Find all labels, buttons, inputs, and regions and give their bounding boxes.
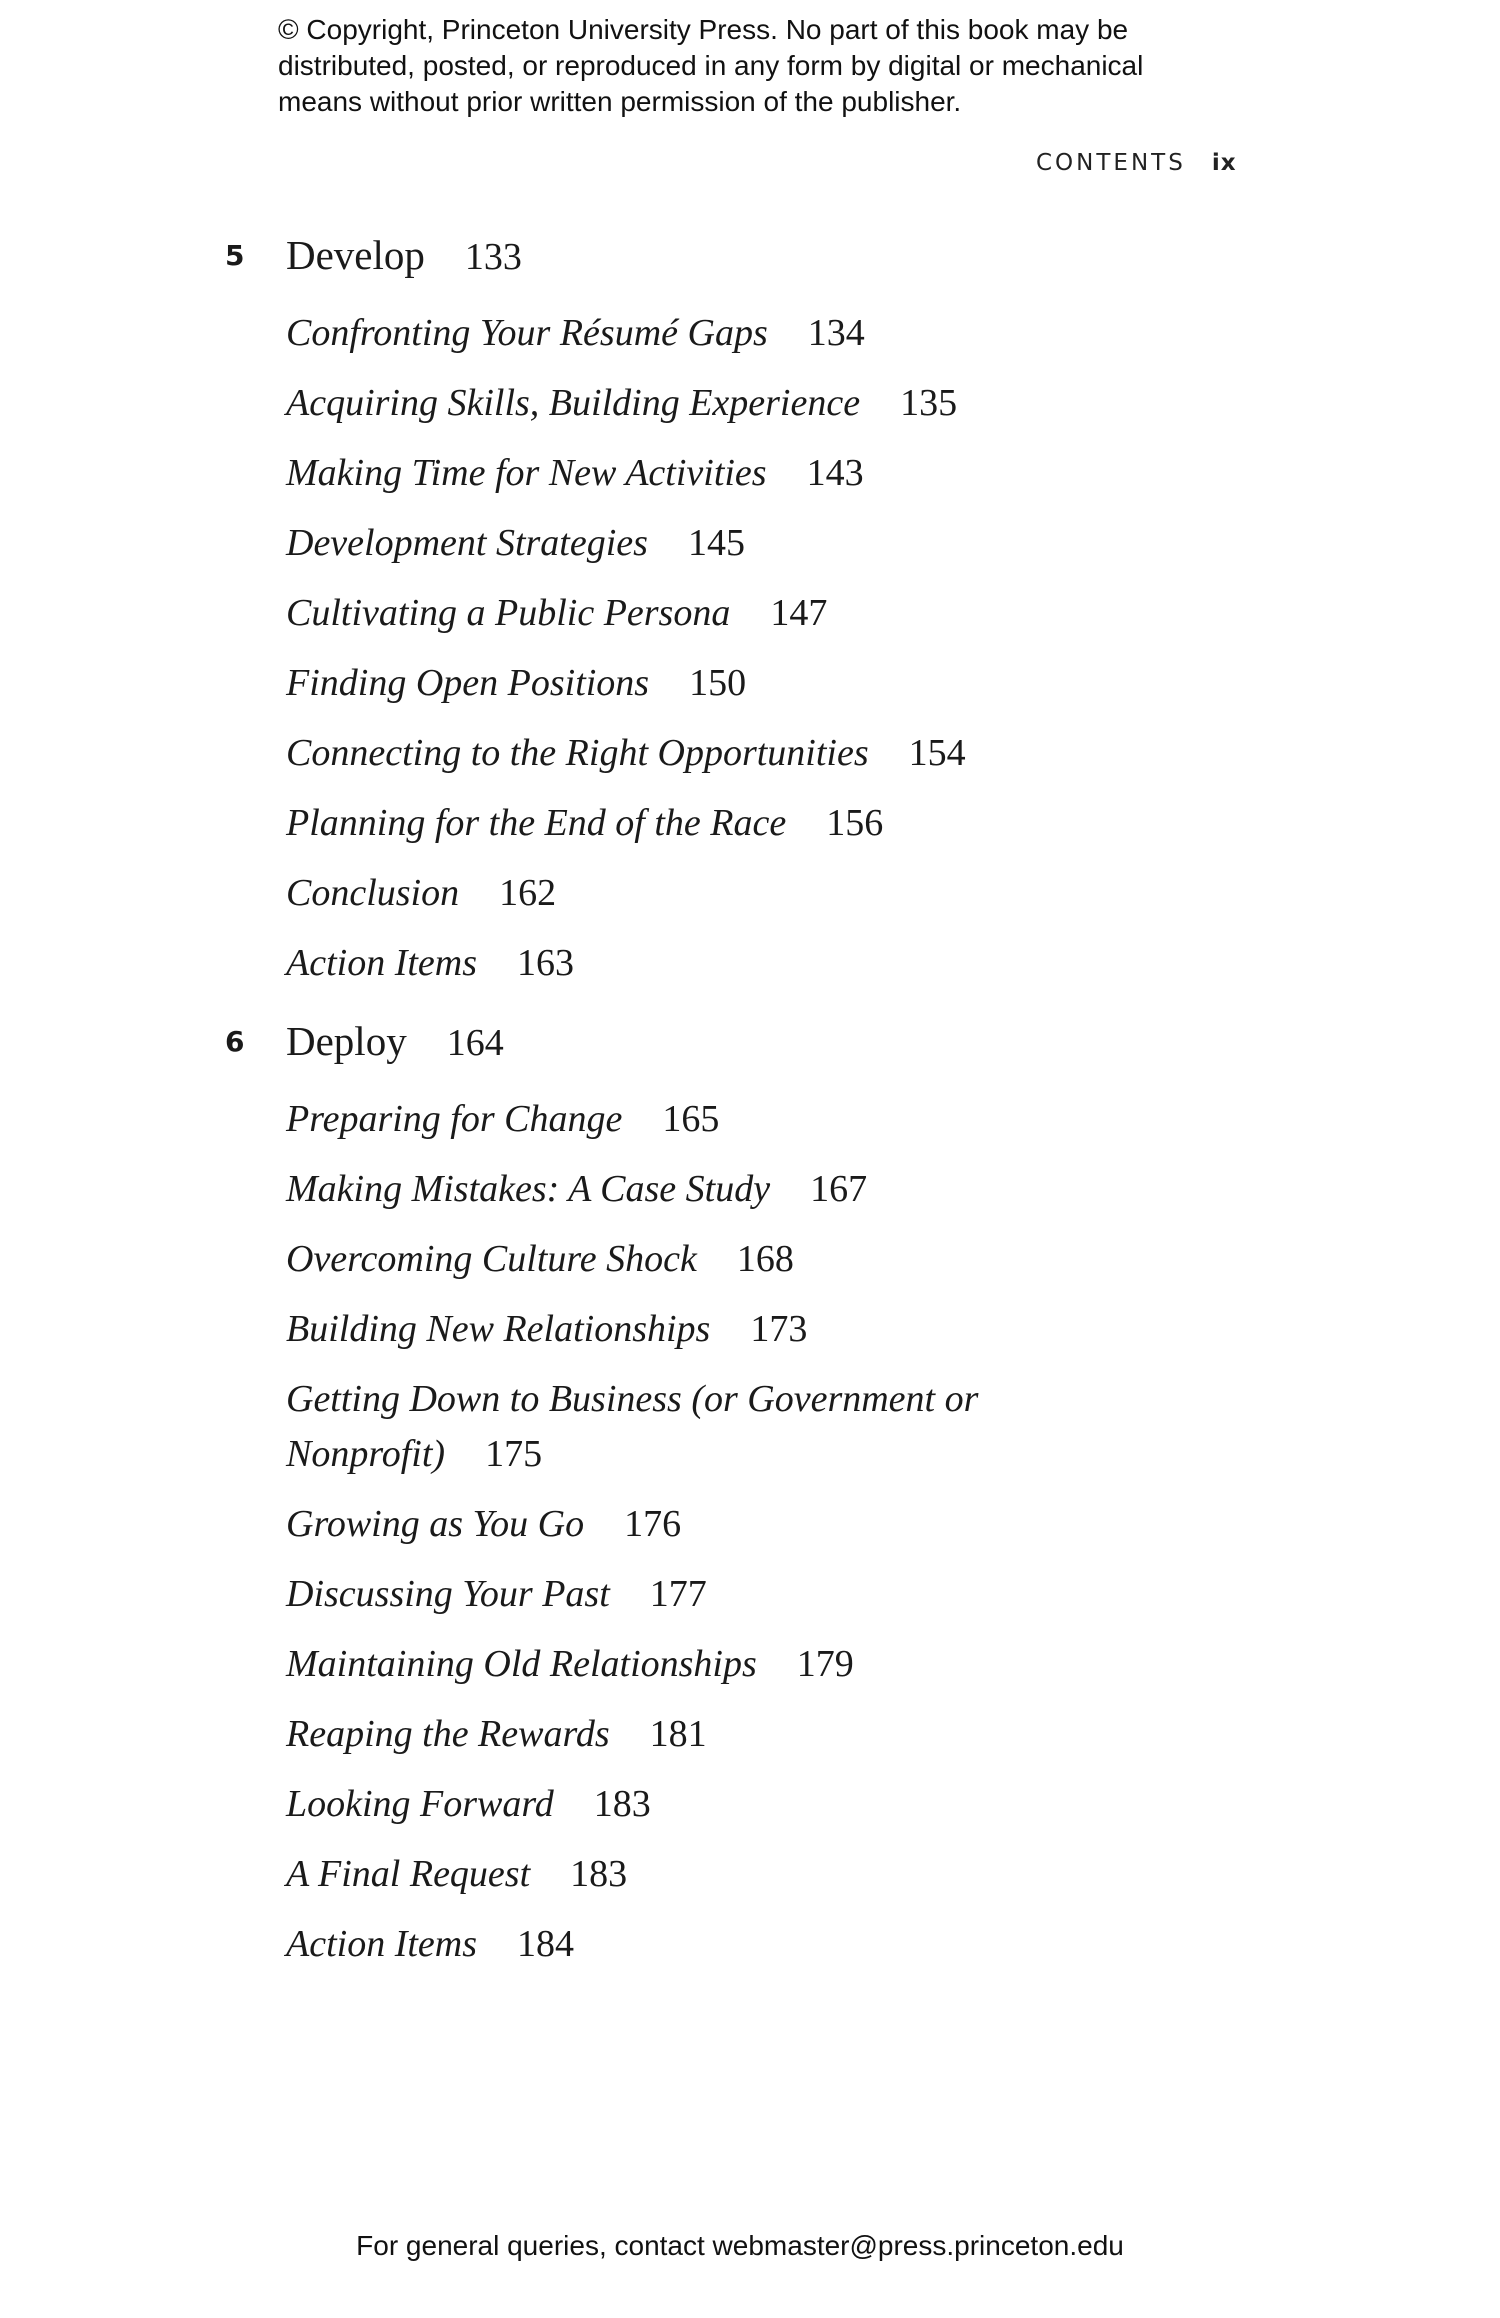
copyright-line: distributed, posted, or reproduced in any form by digital or mechanical: [278, 50, 1144, 81]
entry-page: 168: [736, 1238, 794, 1280]
toc-entry: [286, 1085, 1500, 1155]
entry-page: 165: [662, 1098, 720, 1140]
toc-entry: [286, 509, 1500, 579]
entry-page: 147: [770, 592, 828, 634]
entry-title: Growing as You Go: [286, 1503, 585, 1545]
running-head: [1036, 150, 1237, 176]
entry-title: Building New Relationships: [286, 1308, 711, 1350]
entry-page: 134: [807, 312, 865, 354]
entry-title: Making Time for New Activities: [286, 452, 767, 494]
toc-entry: [286, 1770, 1500, 1840]
chapter-number: 5: [225, 239, 245, 272]
toc-entry: [286, 299, 1500, 369]
entry-page: 173: [750, 1308, 808, 1350]
entry-title: Conclusion: [286, 872, 460, 914]
toc-entry: [286, 859, 1500, 929]
chapter-heading: [0, 1014, 1500, 1069]
entry-title: A Final Request: [286, 1853, 531, 1895]
toc-entry: [286, 1295, 1500, 1365]
entry-page: 167: [810, 1168, 868, 1210]
toc-entry: [286, 1840, 1500, 1910]
entry-page: 179: [796, 1643, 854, 1685]
entry-title: Preparing for Change: [286, 1098, 623, 1140]
entry-title: Maintaining Old Relationships: [286, 1643, 757, 1685]
running-head-label: CONTENTS: [1036, 150, 1186, 176]
entry-page: 162: [499, 872, 557, 914]
entry-page: 150: [689, 662, 747, 704]
toc-entry: [286, 369, 1500, 439]
entry-title: Cultivating a Public Persona: [286, 592, 731, 634]
entry-page: 135: [900, 382, 958, 424]
entry-page: 183: [593, 1783, 651, 1825]
entry-page: 181: [649, 1713, 707, 1755]
copyright-line: © Copyright, Princeton University Press. No part of this book may be: [278, 14, 1129, 45]
entry-title: Development Strategies: [286, 522, 648, 564]
entry-title: Connecting to the Right Opportunities: [286, 732, 869, 774]
entry-page: 143: [806, 452, 864, 494]
entry-title: Confronting Your Résumé Gaps: [286, 312, 768, 354]
toc-entry: [286, 1910, 1500, 1980]
entry-page: 183: [570, 1853, 628, 1895]
entry-title: Action Items: [286, 1923, 478, 1965]
entry-page: 156: [826, 802, 884, 844]
entry-title: Reaping the Rewards: [286, 1713, 610, 1755]
entry-page: 177: [649, 1573, 707, 1615]
toc-entry: [286, 929, 1500, 999]
toc-entry: [286, 1630, 1500, 1700]
entry-title: Overcoming Culture Shock: [286, 1238, 697, 1280]
entry-title-line: [286, 1427, 1500, 1482]
entry-page: 176: [624, 1503, 682, 1545]
page-number: ix: [1211, 150, 1237, 176]
toc-entry: [286, 649, 1500, 719]
entry-page: 184: [517, 1923, 575, 1965]
toc-entry: [286, 1560, 1500, 1630]
toc-entry: [286, 1490, 1500, 1560]
toc-entry: [286, 1155, 1500, 1225]
entry-page: 163: [517, 942, 575, 984]
toc-entry: [286, 579, 1500, 649]
chapter-heading: [0, 228, 1500, 283]
entry-title: Looking Forward: [286, 1783, 554, 1825]
table-of-contents: [0, 228, 1500, 1980]
entry-title-text: Nonprofit): [286, 1433, 446, 1475]
entry-page: 154: [908, 732, 966, 774]
entry-page: 145: [687, 522, 745, 564]
toc-entry: [286, 1225, 1500, 1295]
chapter-title: [286, 228, 522, 285]
entry-title: Discussing Your Past: [286, 1573, 610, 1615]
chapter-title: [286, 1014, 504, 1071]
toc-entry: [286, 1700, 1500, 1770]
chapter-page: 133: [464, 236, 522, 278]
copyright-notice: [278, 12, 1278, 120]
toc-entry: [286, 719, 1500, 789]
chapter-title-text: Develop: [286, 232, 425, 278]
chapter-page: 164: [446, 1022, 504, 1064]
entry-title: Finding Open Positions: [286, 662, 650, 704]
entry-page: 175: [485, 1433, 543, 1475]
toc-entry: [286, 789, 1500, 859]
footer-contact: For general queries, contact webmaster@press.princeton.edu: [356, 2230, 1124, 2261]
chapter-number: 6: [225, 1025, 245, 1058]
copyright-line: means without prior written permission of the publisher.: [278, 86, 962, 117]
entry-title: Making Mistakes: A Case Study: [286, 1168, 771, 1210]
toc-entry: [286, 439, 1500, 509]
entry-title-line: Getting Down to Business (or Government or: [286, 1378, 979, 1420]
entry-title: Planning for the End of the Race: [286, 802, 787, 844]
entry-title: Acquiring Skills, Building Experience: [286, 382, 861, 424]
toc-entry: [286, 1365, 1500, 1490]
chapter-title-text: Deploy: [286, 1018, 407, 1064]
entry-title: Action Items: [286, 942, 478, 984]
